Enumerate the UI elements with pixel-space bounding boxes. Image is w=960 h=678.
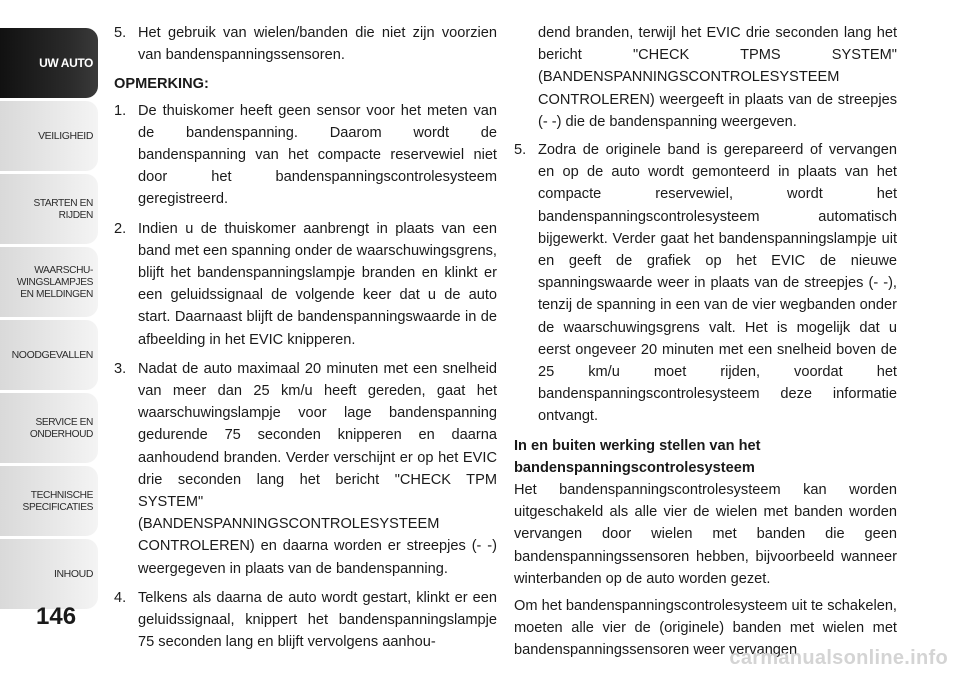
- tab-label: STARTEN EN RIJDEN: [33, 197, 93, 221]
- item-text: Het gebruik van wielen/banden die niet zijn voorzien van bandenspanningssensoren.: [138, 25, 497, 64]
- tab-label: TECHNISCHE SPECIFICATIES: [22, 489, 94, 513]
- tab-veiligheid[interactable]: [0, 101, 98, 171]
- tab-starten-en-rijden[interactable]: [0, 174, 98, 244]
- tab-service-en-onderhoud[interactable]: [0, 393, 98, 463]
- tab-uw-auto[interactable]: [0, 28, 98, 98]
- item-text: Indien u de thuiskomer aanbrengt in plaats van een band met een spanning onder de waarschuwingsgrens, blijft het bandenspanningslampje branden en klinkt er een geluidssignaal de volgende keer dat u de auto start. Daarnaast blijft de bandenspanningswaarde in de afbeelding in het EVIC knipperen.: [138, 220, 497, 348]
- tab-waarschuwingslampjes[interactable]: [0, 247, 98, 317]
- tab-label: UW AUTO: [39, 56, 93, 70]
- body-paragraph: Om het bandenspanningscontrolesysteem uit te schakelen, moeten alle vier de (originele) banden met wielen met bandenspanningssensoren weer vervangen: [514, 598, 897, 659]
- item-text: Nadat de auto maximaal 20 minuten met een snelheid van meer dan 25 km/u heeft gereden, gaat het waarschuwingslampje voor lage bandenspanning gedurende 75 seconden knipperen en daarna aanhoudend branden. Verder verschijnt er op het EVIC drie seconden lang het bericht "CHECK TPM SYSTEM" (BANDENSPANNINGSCONTROLESYSTEEM CONTROLEREN) en daarna worden er streepjes (- -) weergegeven in plaats van de bandenspanning.: [138, 360, 497, 577]
- list-item: [114, 218, 497, 351]
- item-number: 5.: [114, 25, 127, 41]
- chapter-tabs: [0, 28, 98, 612]
- watermark: carmanualsonline.info: [729, 647, 948, 669]
- list-item: [114, 22, 497, 66]
- tab-label: WAARSCHU-WINGSLAMPJES EN MELDINGEN: [16, 264, 94, 300]
- item-text: Zodra de originele band is gerepareerd of vervangen en op de auto wordt gemonteerd in plaats van het compacte reservewiel, wordt het bandenspanningscontrolesysteem automatisch bijgewerkt. Verder gaat het bandenspanningslampje uit en geeft de grafiek op het EVIC de nieuwe spanningswaarde weer in plaats van de streepjes (- -), tenzij de spanning in een van de vier wegbanden onder de waarschuwingsgrens valt. Het is mogelijk dat u eerst ongeveer 20 minuten met een snelheid boven de 25 km/u moet rijden, voordat het bandenspanningscontrolesysteem deze informatie ontvangt.: [538, 142, 897, 425]
- item-number: 1.: [114, 102, 127, 119]
- item-number: 2.: [114, 220, 127, 237]
- item-number: 3.: [114, 360, 127, 377]
- tab-label: VEILIGHEID: [38, 130, 93, 142]
- section-heading-line: bandenspanningscontrolesysteem: [514, 459, 755, 476]
- left-column: [114, 22, 497, 660]
- body-paragraph: Het bandenspanningscontrolesysteem kan worden uitgeschakeld als alle vier de wielen met banden worden vervangen door wielen met banden die geen bandenspanningssensoren hebben, bijvoorbeeld wanneer winterbanden op de auto worden gezet.: [514, 482, 897, 587]
- note-heading: OPMERKING:: [114, 76, 209, 93]
- item-number: 4.: [114, 589, 127, 606]
- list-item: [514, 139, 897, 428]
- item-text: De thuiskomer heeft geen sensor voor het meten van de bandenspanning. Daarom wordt de bandenspanning van het compacte reservewiel niet door het bandenspanningscontrolesysteem geregistreerd.: [138, 102, 497, 208]
- tab-inhoud[interactable]: [0, 539, 98, 609]
- right-column: [514, 22, 897, 667]
- tab-label: SERVICE EN ONDERHOUD: [29, 416, 94, 440]
- list-item: [114, 587, 497, 654]
- list-item: [114, 358, 497, 580]
- tab-noodgevallen[interactable]: [0, 320, 98, 390]
- item-number: 5.: [514, 142, 527, 159]
- item-text: Telkens als daarna de auto wordt gestart, klinkt er een geluidssignaal, knippert het bandenspanningslampje 75 seconden lang en blijft vervolgens aanhou-: [138, 589, 497, 651]
- section-heading: [514, 435, 897, 479]
- list-item-continuation: dend branden, terwijl het EVIC drie seconden lang het bericht "CHECK TPMS SYSTEM" (BANDENSPANNINGSCONTROLESYSTEEM CONTROLEREN) weergeeft in plaats van de streepjes (- -) die de bandenspanning weergeven.: [538, 25, 897, 130]
- tab-label: INHOUD: [53, 568, 93, 580]
- tab-label: NOODGEVALLEN: [11, 349, 93, 361]
- list-item: [114, 100, 497, 211]
- tab-technische-specificaties[interactable]: [0, 466, 98, 536]
- page-number: 146: [36, 603, 77, 630]
- section-heading-line: In en buiten werking stellen van het: [514, 437, 761, 454]
